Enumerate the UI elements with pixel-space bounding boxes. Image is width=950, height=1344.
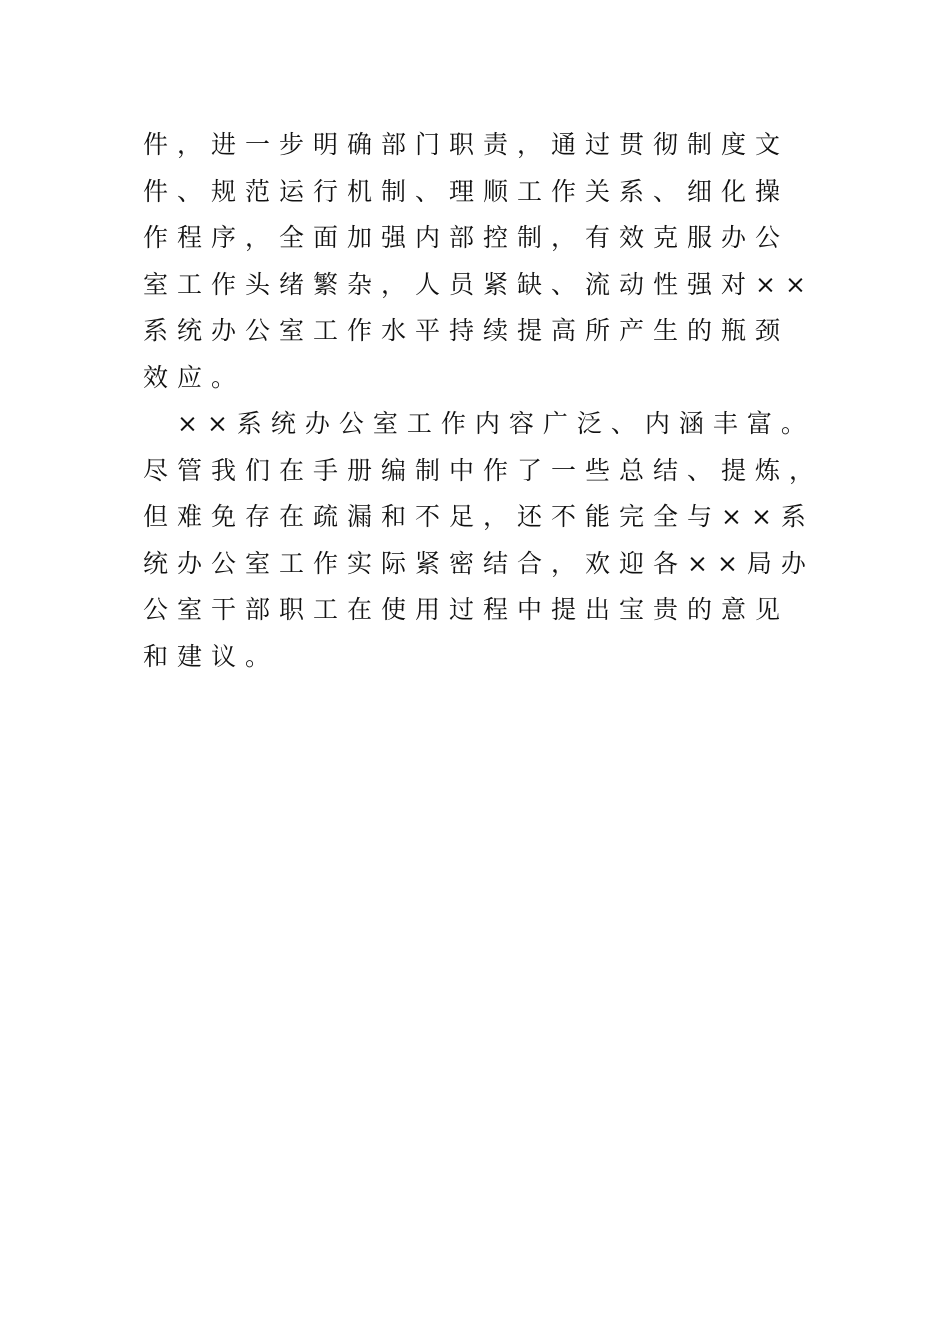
text-line: 和建议。 bbox=[143, 641, 280, 671]
text-line: 件，进一步明确部门职责，通过贯彻制度文 bbox=[143, 130, 790, 159]
text-line: ××系统办公室工作内容广泛、内涵丰富。 bbox=[143, 409, 815, 438]
paragraph-1 bbox=[143, 122, 823, 401]
text-line: 公室干部职工在使用过程中提出宝贵的意见 bbox=[143, 595, 790, 624]
text-line: 作程序，全面加强内部控制，有效克服办公 bbox=[143, 223, 790, 252]
text-line: 统办公室工作实际紧密结合，欢迎各××局办 bbox=[143, 548, 815, 578]
text-line: 但难免存在疏漏和不足，还不能完全与××系 bbox=[143, 502, 815, 531]
text-line: 效应。 bbox=[143, 362, 246, 392]
body-text bbox=[143, 122, 823, 680]
paragraph-2 bbox=[143, 401, 823, 680]
text-line: 系统办公室工作水平持续提高所产生的瓶颈 bbox=[143, 316, 790, 345]
text-line: 件、规范运行机制、理顺工作关系、细化操 bbox=[143, 176, 790, 206]
text-line: 尽管我们在手册编制中作了一些总结、提炼， bbox=[143, 455, 824, 485]
text-line: 室工作头绪繁杂，人员紧缺、流动性强对×× bbox=[143, 269, 815, 299]
